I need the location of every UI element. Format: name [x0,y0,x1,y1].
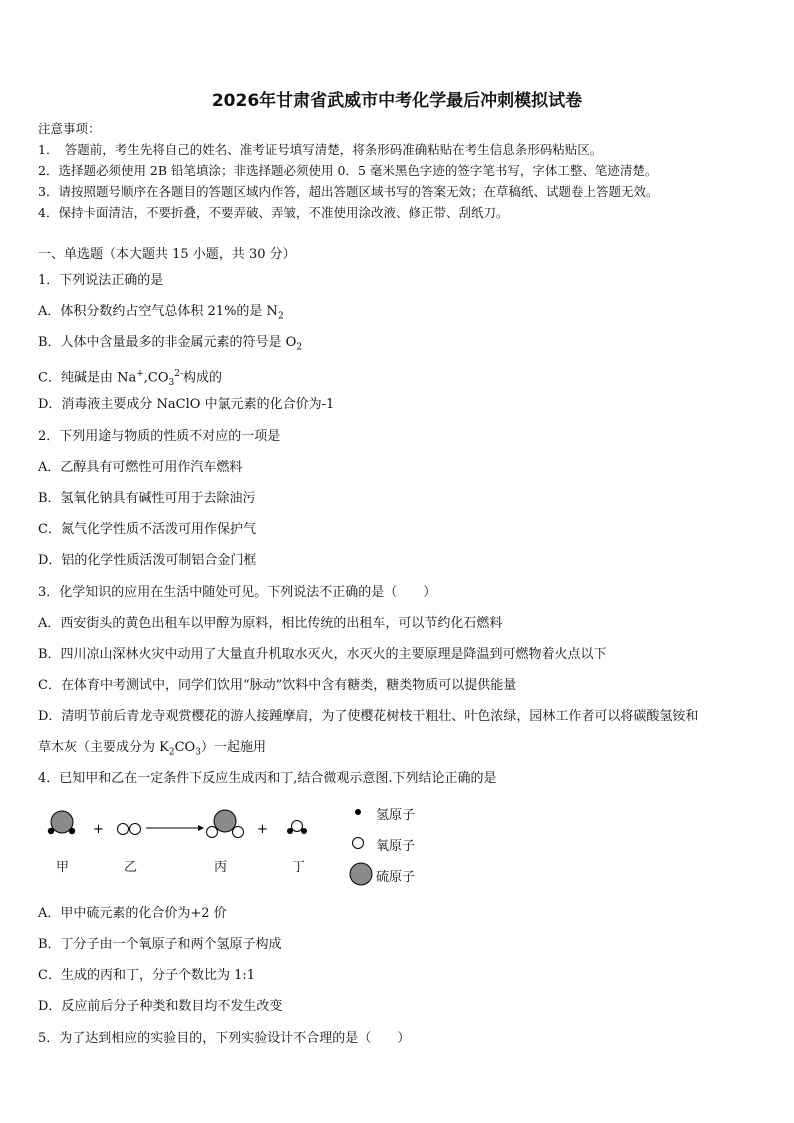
reaction-arrow [146,825,204,831]
q3-option-d-continued: 草木灰（主要成分为 $K_2CO_3$）一起施用 [38,740,266,758]
question-1-stem: 1．下列说法正确的是 [38,273,164,288]
q3-option-c: C．在体育中考测试中，同学们饮用“脉动”饮料中含有糖类，糖类物质可以提供能量 [38,678,517,693]
hydrogen-atom [287,828,293,834]
plus-sign: + [257,822,268,837]
reaction-diagram [38,800,458,890]
page-title: 2026年甘肃省武威市中考化学最后冲刺模拟试卷 [211,91,583,111]
notice-item: 4．保持卡面清洁，不要折叠，不要弄破、弄皱，不准使用涂改液、修正带、刮纸刀。 [38,205,509,220]
q4-option-a: A．甲中硫元素的化合价为+2 价 [38,906,227,921]
q1-option-b: B．人体中含量最多的非金属元素的符号是 $O_2$ [38,335,303,353]
oxygen-atom [118,824,129,835]
q2-option-a: A．乙醇具有可燃性可用作汽车燃料 [38,460,243,475]
oxygen-atom [233,827,244,838]
q1-option-a: A．体积分数约占空气总体积 21%的是 $N_2$ [38,304,284,322]
notice-item: 2．选择题必须使用 2B 铅笔填涂；非选择题必须使用 0．5 毫米黑色字迹的签字笔书写，字体工整、笔迹清楚。 [38,163,658,178]
question-3-stem: 3．化学知识的应用在生活中随处可见。下列说法不正确的是（ ） [38,585,437,600]
q4-option-d: D．反应前后分子种类和数目均不发生改变 [38,999,283,1014]
q3-option-b: B．四川凉山深林火灾中动用了大量直升机取水灭火，水灭火的主要原理是降温到可燃物着火点以下 [38,647,607,662]
notice-item: 1． 答题前，考生先将自己的姓名、准考证号填写清楚，将条形码准确粘贴在考生信息条形码粘贴区。 [38,142,603,157]
molecule-yi [118,824,141,835]
legend-oxygen-icon [353,838,364,849]
hydrogen-atom [301,828,307,834]
q2-option-b: B．氢氧化钠具有碱性可用于去除油污 [38,491,256,506]
section-heading: 一、单选题（本大题共 15 小题，共 30 分） [38,247,296,262]
notice-item: 3．请按照题号顺序在各题目的答题区域内作答，超出答题区域书写的答案无效；在草稿纸、试题卷上答题无效。 [38,184,659,199]
sulfur-atom [214,810,236,832]
question-5-stem: 5．为了达到相应的实验目的，下列实验设计不合理的是（ ） [38,1031,411,1046]
q3-option-d: D．清明节前后青龙寺观赏樱花的游人接踵摩肩，为了使樱花树枝干粗壮、叶色浓绿，园林工作者可以将碳酸氢铵和 [38,709,699,724]
q1-option-c: C．纯碱是由 $Na^+,CO_3^{2-}$构成的 [38,369,223,388]
legend-oxygen: 氧原子 [376,839,416,854]
hydrogen-atom [48,828,54,834]
legend-sulfur: 硫原子 [376,870,416,885]
q3-option-a: A．西安街头的黄色出租车以甲醇为原料，相比传统的出租车，可以节约化石燃料 [38,616,503,631]
molecule-jia [48,811,75,834]
question-4-stem: 4．已知甲和乙在一定条件下反应生成丙和丁,结合微观示意图.下列结论正确的是 [38,771,497,786]
q1-option-d: D．消毒液主要成分 NaClO 中氯元素的化合价为-1 [38,397,335,412]
notice-heading: 注意事项： [38,121,101,136]
label-bing: 丙 [214,860,228,875]
oxygen-atom [292,821,303,832]
oxygen-atom [207,827,218,838]
plus-sign: + [93,822,104,837]
question-2-stem: 2．下列用途与物质的性质不对应的一项是 [38,429,281,444]
q4-option-b: B．丁分子由一个氧原子和两个氢原子构成 [38,937,282,952]
legend-sulfur-icon [350,863,372,885]
q2-option-c: C．氮气化学性质不活泼可用作保护气 [38,522,256,537]
q4-option-c: C．生成的丙和丁，分子个数比为 1:1 [38,968,256,983]
q2-option-d: D．铝的化学性质活泼可制铝合金门框 [38,553,257,568]
molecule-bing [207,810,244,838]
hydrogen-atom [69,828,75,834]
molecule-ding [287,821,307,835]
legend-hydrogen-icon [355,809,361,815]
label-jia: 甲 [56,860,70,875]
legend-hydrogen: 氢原子 [376,808,416,823]
oxygen-atom [130,824,141,835]
label-yi: 乙 [124,860,138,875]
label-ding: 丁 [292,860,306,875]
